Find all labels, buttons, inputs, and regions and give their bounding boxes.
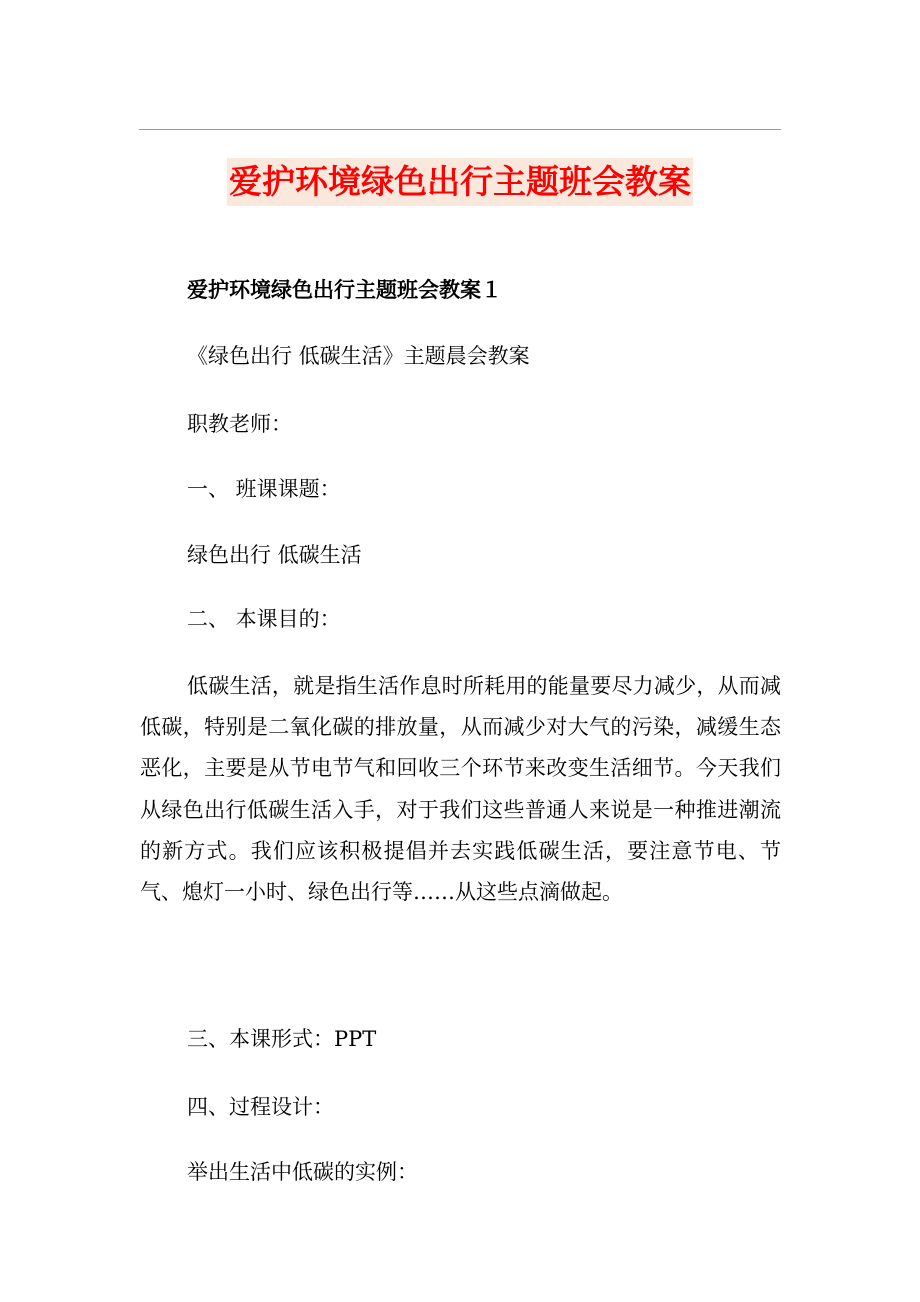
header-rule bbox=[139, 129, 781, 130]
section-heading: 爱护环境绿色出行主题班会教案１ bbox=[187, 277, 502, 302]
document-title: 爱护环境绿色出行主题班会教案 bbox=[227, 158, 693, 206]
teacher-label: 职教老师： bbox=[187, 412, 292, 436]
examples-intro: 举出生活中低碳的实例： bbox=[187, 1160, 418, 1184]
item2-heading: 二、 本课目的： bbox=[187, 607, 341, 631]
item2-body: 低碳生活，就是指生活作息时所耗用的能量要尽力减少，从而减低碳，特别是二氧化碳的排放量，从而减少对大气的污染，减缓生态恶化，主要是从节电节气和回收三个环节来改变生活细节。今天我们从绿色出行低碳生活入手，对于我们这些普通人来说是一种推进潮流的新方式。我们应该积极提倡并去实践低碳生活，要注意节电、节气、熄灯一小时、绿色出行等……从这些点滴做起。 bbox=[140, 674, 781, 905]
item1-heading: 一、 班课课题： bbox=[187, 477, 341, 501]
title-container bbox=[0, 158, 920, 206]
item1-body: 绿色出行 低碳生活 bbox=[187, 543, 362, 567]
item3: 三、本课形式：PPT bbox=[187, 1027, 377, 1051]
lesson-title: 《绿色出行 低碳生活》主题晨会教案 bbox=[187, 344, 530, 368]
item4: 四、过程设计： bbox=[187, 1095, 334, 1119]
